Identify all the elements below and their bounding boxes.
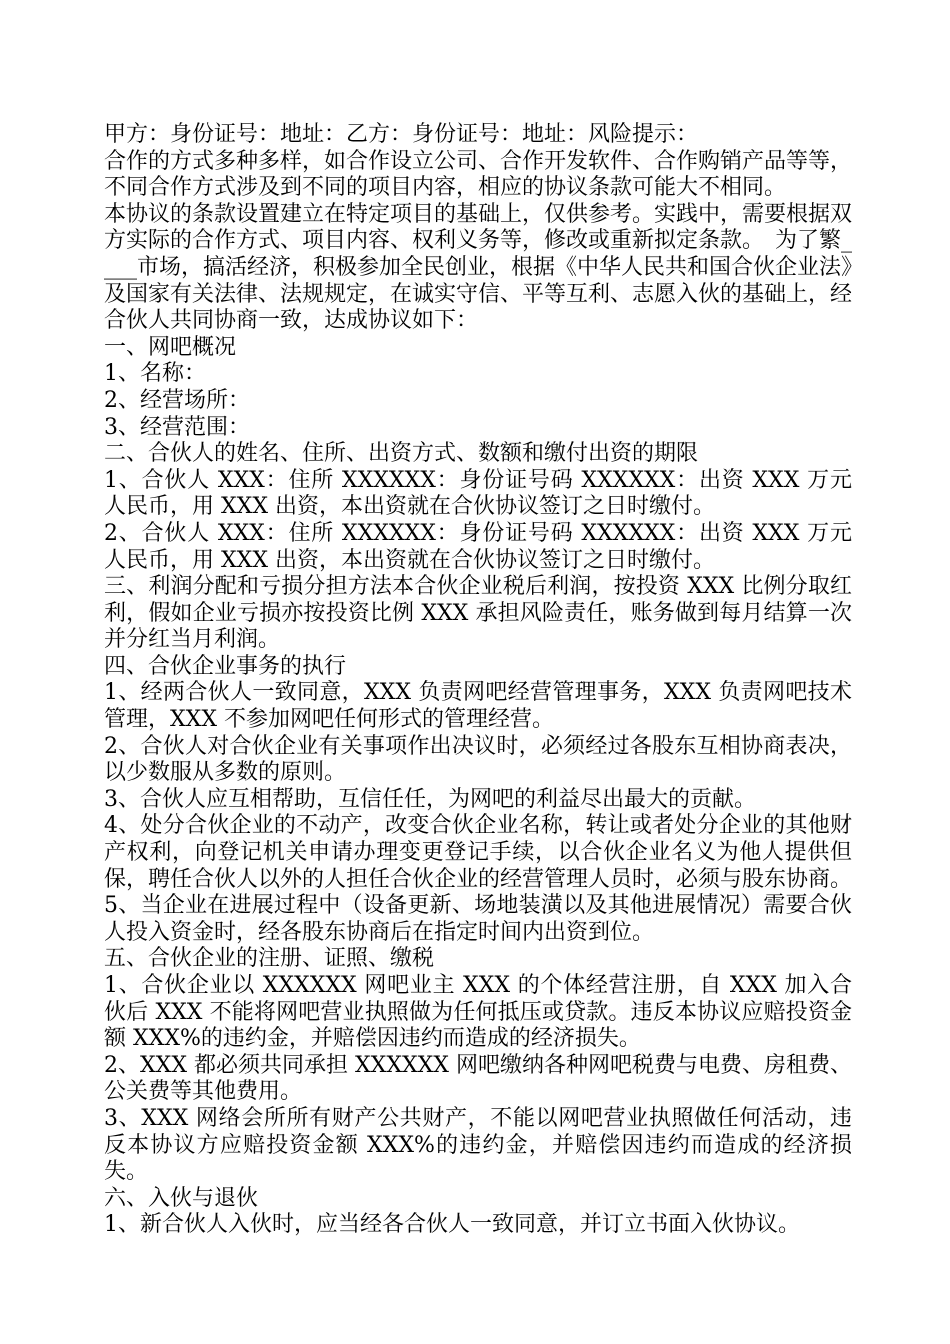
- clause-item: 5、当企业在进展过程中（设备更新、场地装潢以及其他进展情况）需要合伙人投入资金时，经各股东协商后在指定时间内出资到位。: [104, 893, 852, 945]
- risk-note-paragraph: 合作的方式多种多样，如合作设立公司、合作开发软件、合作购销产品等等，不同合作方式涉及到不同的项目内容，相应的协议条款可能大不相同。: [104, 148, 853, 201]
- clause-item: 3、XXX 网络会所所有财产公共财产，不能以网吧营业执照做任何活动，违反本协议方应赔投资金额 XXX%的违约金，并赔偿因违约而造成的经济损失。: [104, 1105, 852, 1185]
- clause-item: 2、合伙人 XXX：住所 XXXXXX：身份证号码 XXXXXX：出资 XXX 万元人民币，用 XXX 出资，本出资就在合伙协议签订之日时缴付。: [104, 520, 852, 573]
- preamble-paragraph: 本协议的条款设置建立在特定项目的基础上，仅供参考。实践中，需要根据双方实际的合作方式、项目内容、权利义务等，修改或重新拟定条款。 为了繁____市场，搞活经济，积极参加全民创业，根据《中华人民共和国合伙企业法》及国家有关法律、法规规定，在诚实守信、平等互利、志愿入伙的基础上，经合伙人共同协商一致，达成协议如下：: [104, 201, 853, 334]
- section-heading: 六、入伙与退伙: [104, 1185, 259, 1211]
- header-parties-line: 甲方：身份证号：地址：乙方：身份证号：地址：风险提示：: [104, 122, 699, 147]
- clause-item: 1、名称：: [104, 361, 206, 387]
- section-heading: 二、合伙人的姓名、住所、出资方式、数额和缴付出资的期限: [104, 441, 699, 467]
- clause-item: 2、合伙人对合伙企业有关事项作出决议时，必须经过各股东互相协商表决，以少数服从多数的原则。: [104, 733, 852, 786]
- document-body: [104, 122, 852, 1239]
- section-heading: 三、利润分配和亏损分担方法本合伙企业税后利润，按投资 XXX 比例分取红利，假如企业亏损亦按投资比例 XXX 承担风险责任，账务做到每月结算一次并分红当月利润。: [104, 574, 852, 653]
- clause-item: 4、处分合伙企业的不动产，改变合伙企业名称，转让或者处分企业的其他财产权利，向登记机关申请办理变更登记手续，以合伙企业名义为他人提供但保，聘任合伙人以外的人担任合伙企业的经营管理人员时，必须与股东协商。: [104, 813, 853, 892]
- clause-item: 1、合伙人 XXX：住所 XXXXXX：身份证号码 XXXXXX：出资 XXX 万元人民币，用 XXX 出资，本出资就在合伙协议签订之日时缴付。: [104, 467, 852, 520]
- clause-item: 3、经营范围：: [104, 414, 250, 440]
- clause-item: 1、新合伙人入伙时，应当经各合伙人一致同意，并订立书面入伙协议。: [104, 1212, 800, 1238]
- clause-item: 1、经两合伙人一致同意，XXX 负责网吧经营管理事务，XXX 负责网吧技术管理，XXX 不参加网吧任何形式的管理经营。: [104, 680, 852, 733]
- section-heading: 四、合伙企业事务的执行: [104, 653, 347, 679]
- section-heading: 一、网吧概况: [104, 334, 237, 360]
- clause-item: 3、合伙人应互相帮助，互信任任，为网吧的利益尽出最大的贡献。: [104, 786, 756, 812]
- clause-item: 2、经营场所：: [104, 387, 250, 413]
- clause-item: 2、XXX 都必须共同承担 XXXXXX 网吧缴纳各种网吧税费与电费、房租费、公关费等其他费用。: [104, 1052, 852, 1105]
- section-heading: 五、合伙企业的注册、证照、缴税: [104, 946, 435, 972]
- clause-item: 1、合伙企业以 XXXXXX 网吧业主 XXX 的个体经营注册，自 XXX 加入合伙后 XXX 不能将网吧营业执照做为任何抵压或贷款。违反本协议应赔投资金额 XXX%的违约金，并赔偿因违约而造成的经济损失。: [104, 973, 852, 1052]
